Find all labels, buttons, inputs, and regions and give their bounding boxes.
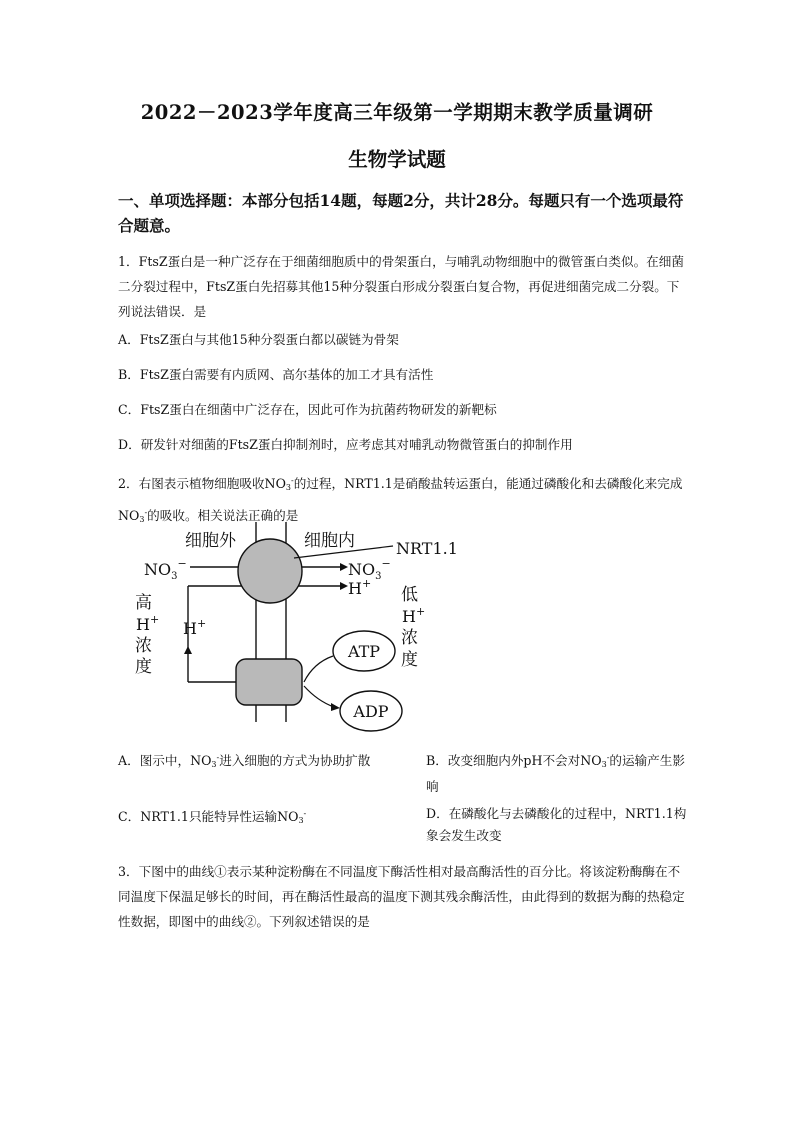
q2-stem-part1: 2．右图表示植物细胞吸收NO [118,476,286,491]
q2-sub3b: 3 [139,515,145,524]
q2c-p1: C．NRT1.1只能特异性运输NO [118,809,299,824]
question-1-stem: 1．FtsZ蛋白是一种广泛存在于细菌细胞质中的骨架蛋白，与哺乳动物细胞中的微管蛋白类似。在细菌二分裂过程中，FtsZ蛋白先招募其他15种分裂蛋白形成分裂蛋白复合物，再促进细菌完成二分裂。下列说法错误．是 [118,254,684,319]
low-label-4: 度 [401,650,418,670]
adp-curve [304,686,334,707]
question-1-option-c[interactable]: C．FtsZ蛋白在细菌中广泛存在，因此可作为抗菌药物研发的新靶标 [118,402,497,417]
no3-left-sub: 3 [171,571,178,582]
nrt11-protein-circle [238,539,302,603]
outside-label: 细胞外 [185,531,236,551]
high-label-4: 度 [135,657,152,677]
atp-curve [304,656,333,682]
no3-arrow-head [340,563,348,571]
q2b-sup: - [606,753,610,762]
low-label-2 [402,605,425,626]
high-label-1: 高 [135,593,152,613]
adp-arrow-head [331,703,340,711]
q2-stem-part3: 的吸收。相关说法正确的是 [147,508,299,523]
q2a-sub: 3 [211,760,217,769]
h-right-sup: + [361,577,372,590]
q2b-p1: B．改变细胞内外pH不会对NO [426,753,602,768]
h-right-label [348,577,371,598]
h-arrow-head-up [184,646,192,654]
q2-sub3: 3 [285,483,291,492]
q2a-sup: - [216,753,220,762]
q2-sup-minus: - [290,476,294,485]
question-1-option-b[interactable]: B．FtsZ蛋白需要有内质网、高尔基体的加工才具有活性 [118,367,434,382]
low-h: H [402,607,416,626]
question-1-option-d[interactable]: D．研发针对细菌的FtsZ蛋白抑制剂时，应考虑其对哺乳动物微管蛋白的抑制作用 [118,437,573,452]
question-2-option-a[interactable] [118,747,408,776]
q2a-p1: A．图示中，NO [118,753,212,768]
q2-sup-minus-b: - [144,508,148,517]
q2b-sub: 3 [601,760,607,769]
question-2-option-d[interactable]: D．在磷酸化与去磷酸化的过程中，NRT1.1构象会发生改变 [426,806,687,843]
no3-left-text: NO [144,560,172,579]
h-mid-text: H [183,619,197,638]
no3-right-text: NO [348,560,376,579]
h-arrow-head-top [340,582,348,590]
low-label-1: 低 [401,585,418,605]
question-3-stem: 3．下图中的曲线①表示某种淀粉酶在不同温度下酶活性相对最高酶活性的百分比。将该淀粉酶酶在不同温度下保温足够长的时间，再在酶活性最高的温度下测其残余酶活性，由此得到的数据为酶的热稳定性数据，即图中的曲线②。下列叙述错误的是 [118,864,685,929]
question-2-option-c[interactable] [118,803,408,832]
low-h-sup: + [415,605,426,618]
q2a-p2: 进入细胞的方式为协助扩散 [219,753,371,768]
high-label-3: 浓 [135,636,152,656]
q2-stem-part2: 的过程，NRT1.1是硝酸盐转运蛋白，能通过磷酸化和去磷酸化来完成NO [118,476,683,523]
nrt11-label: NRT1.1 [396,539,458,558]
high-h-sup: + [149,613,160,626]
q2c-sub: 3 [298,816,304,825]
atp-label: ATP [347,642,381,661]
h-mid-sup: + [196,617,207,630]
q2c-sup: - [303,809,307,818]
low-label-3: 浓 [401,628,418,648]
question-2-option-b[interactable] [426,747,694,798]
question-1-option-a[interactable]: A．FtsZ蛋白与其他15种分裂蛋白都以碳链为骨架 [118,332,399,347]
no3-left-label [144,557,187,582]
q2b-p2: 的运输产生影响 [426,753,685,794]
inside-label: 细胞内 [304,531,355,551]
no3-right-sub: 3 [375,571,382,582]
exam-subtitle: 生物学试题 [348,148,446,171]
h-mid-label [183,617,206,638]
section-heading: 一、单项选择题：本部分包括14题，每题2分，共计28分。每题只有一个选项最符合题意。 [118,191,684,235]
no3-right-sup: − [381,557,391,570]
high-label-2 [136,613,159,634]
no3-left-sup: − [177,557,187,570]
exam-title: 2022－2023学年度高三年级第一学期期末教学质量调研 [140,101,654,124]
h-right-text: H [348,579,362,598]
nitrate-transport-diagram [118,522,478,740]
high-h: H [136,615,150,634]
adp-label: ADP [353,702,389,721]
nrt11-protein-bottom [236,659,302,705]
